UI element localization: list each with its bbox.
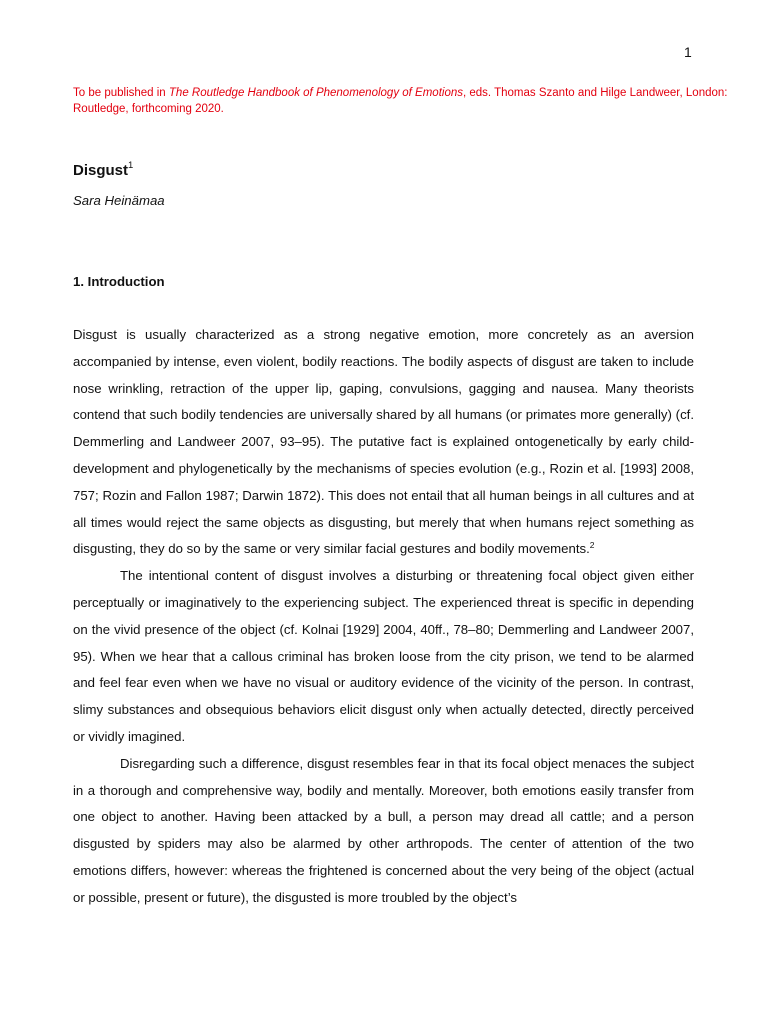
page-number: 1 — [684, 44, 692, 60]
article-title-text: Disgust — [73, 162, 129, 179]
publication-note-suffix: , eds. Thomas Szanto and Hilge Landweer, London: Routledge, forthcoming 2020. — [73, 87, 728, 115]
section-heading: 1. Introduction — [73, 274, 165, 289]
article-author: Sara Heinämaa — [73, 193, 165, 208]
publication-note — [73, 86, 738, 117]
book-title: The Routledge Handbook of Phenomenology of Emotions — [168, 87, 463, 99]
paragraph-1 — [73, 322, 694, 563]
paragraph-2: The intentional content of disgust involves a disturbing or threatening focal object given either perceptually or imaginatively to the experiencing subject. The experienced threat is specific in depending on the vivid presence of the object (cf. Kolnai [1929] 2004, 40ff., 78–80; Demmerling and Landweer 2007, 95). When we hear that a callous criminal has broken loose from the city prison, we tend to be alarmed and feel fear even when we have no visual or auditory evidence of the vicinity of the person. In contrast, slimy substances and obsequious behaviors elicit disgust only when actually detected, directly perceived or vividly imagined. — [73, 568, 694, 744]
body-text — [73, 322, 694, 912]
paragraph-3: Disregarding such a difference, disgust resembles fear in that its focal object menaces the subject in a thorough and comprehensive way, bodily and mentally. Moreover, both emotions easily transfer from one object to another. Having been attacked by a bull, a person may dread all cattle; and a person disgusted by spiders may also be alarmed by other arthropods. The center of attention of the two emotions differs, however: whereas the frightened is concerned about the very being of the object (actual or possible, present or future), the disgusted is more troubled by the object’s — [73, 755, 694, 905]
publication-note-prefix: To be published in — [73, 87, 169, 99]
footnote-marker-2: 2 — [589, 540, 595, 551]
title-footnote-marker: 1 — [128, 160, 134, 171]
paragraph-1-text: Disgust is usually characterized as a strong negative emotion, more concretely as an aversion accompanied by intense, even violent, bodily reactions. The bodily aspects of disgust are taken to include nose wrinkling, retraction of the upper lip, gaping, convulsions, gagging and nausea. Many theorists contend that such bodily tendencies are universally shared by all humans (or primates more generally) (cf. Demmerling and Landweer 2007, 93–95). The putative fact is explained ontogenetically by early child-development and phylogenetically by the mechanisms of species evolution (e.g., Rozin et al. [1993] 2008, 757; Rozin and Fallon 1987; Darwin 1872). This does not entail that all human beings in all cultures and at all times would reject the same objects as disgusting, but merely that when humans reject something as disgusting, they do so by the same or very similar facial gestures and bodily movements. — [73, 327, 694, 557]
article-title — [73, 161, 133, 179]
